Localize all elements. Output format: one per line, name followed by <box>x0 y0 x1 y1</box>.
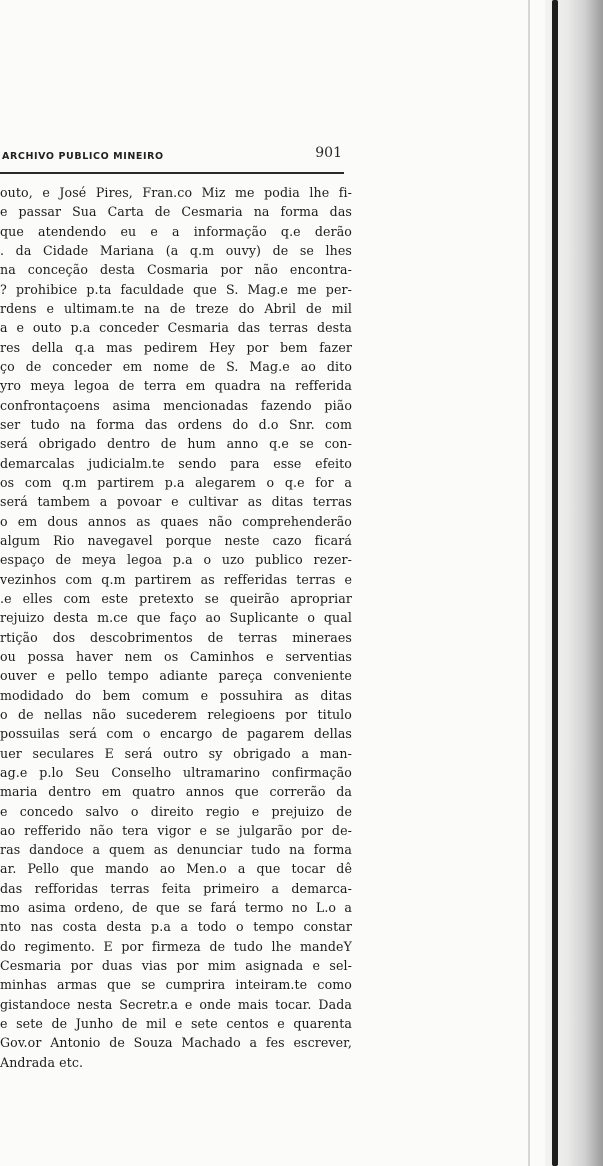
text-line: rdens e ultimam.te na de treze do Abril de mil <box>0 300 352 316</box>
text-line: vezinhos com q.m partirem as refferidas terras e <box>0 571 352 587</box>
text-line: demarcalas judicialm.te sendo para esse efeito <box>0 455 352 471</box>
text-line: possuilas será com o encargo de pagarem dellas <box>0 726 352 742</box>
text-line: o em dous annos as quaes não comprehenderão <box>0 513 352 529</box>
text-line: gistandoce nesta Secretr.a e onde mais tocar. Dada <box>0 996 352 1012</box>
text-line: ou possa haver nem os Caminhos e serventias <box>0 648 352 664</box>
text-line: maria dentro em quatro annos que correrão da <box>0 784 352 800</box>
text-line: na conceção desta Cosmaria por não encontra- <box>0 262 352 278</box>
text-line: os com q.m partirem p.a alegarem o q.e for a <box>0 474 352 490</box>
text-line: nto nas costa desta p.a a todo o tempo constar <box>0 919 352 935</box>
text-line: res della q.a mas pedirem Hey por bem fazer <box>0 339 352 355</box>
text-line: Cesmaria por duas vias por mim asignada e sel- <box>0 958 352 974</box>
text-line: a e outo p.a conceder Cesmaria das terras desta <box>0 320 352 336</box>
book-spine-edge <box>552 0 558 1166</box>
text-line: confrontaçoens asima mencionadas fazendo pião <box>0 397 352 413</box>
text-line: ras dandoce a quem as denunciar tudo na forma <box>0 842 352 858</box>
text-line: ag.e p.lo Seu Conselho ultramarino confirmação <box>0 764 352 780</box>
text-line: e sete de Junho de mil e sete centos e quarenta <box>0 1016 352 1032</box>
text-line: do regimento. E por firmeza de tudo lhe mandeY <box>0 938 352 954</box>
body-text <box>0 183 352 1072</box>
text-line: ser tudo na forma das ordens do d.o Snr. com <box>0 416 352 432</box>
text-line: será tambem a povoar e cultivar as ditas terras <box>0 494 352 510</box>
text-line: Gov.or Antonio de Souza Machado a fes escrever, <box>0 1035 352 1051</box>
running-header <box>0 142 342 166</box>
header-rule <box>0 172 344 174</box>
text-line: .e elles com este pretexto se queirão apropriar <box>0 590 352 606</box>
text-line: o de nellas não sucederem relegioens por titulo <box>0 706 352 722</box>
text-line: será obrigado dentro de hum anno q.e se con- <box>0 436 352 452</box>
text-line: ao refferido não tera vigor e se julgarão por de- <box>0 822 352 838</box>
text-line: que atendendo eu e a informação q.e derão <box>0 223 352 239</box>
running-header-title: ARCHIVO PUBLICO MINEIRO <box>2 151 164 162</box>
text-line: das refforidas terras feita primeiro a demarca- <box>0 880 352 896</box>
page-number: 901 <box>315 145 342 161</box>
text-line: . da Cidade Mariana (a q.m ouvy) de se lhes <box>0 242 352 258</box>
text-line: ar. Pello que mando ao Men.o a que tocar dê <box>0 861 352 877</box>
text-line: outo, e José Pires, Fran.co Miz me podia lhe fi- <box>0 185 352 200</box>
text-line: yro meya legoa de terra em quadra na refferida <box>0 378 352 394</box>
text-line: rtição dos descobrimentos de terras mineraes <box>0 629 352 645</box>
text-line: modidado do bem comum e possuhira as ditas <box>0 687 352 703</box>
page-fold-shadow <box>528 0 530 1166</box>
text-line: Andrada etc. <box>0 1054 84 1070</box>
text-line: e passar Sua Carta de Cesmaria na forma das <box>0 204 352 220</box>
text-line: ? prohibice p.ta faculdade que S. Mag.e me per- <box>0 281 352 297</box>
text-line: ouver e pello tempo adiante pareça conveniente <box>0 668 352 684</box>
text-line: mo asima ordeno, de que se fará termo no L.o a <box>0 900 352 916</box>
text-line: e concedo salvo o direito regio e prejuizo de <box>0 803 352 819</box>
text-line: espaço de meya legoa p.a o uzo publico rezer- <box>0 552 352 568</box>
text-line: uer seculares E será outro sy obrigado a man- <box>0 745 352 761</box>
text-line: ço de conceder em nome de S. Mag.e ao dito <box>0 358 352 374</box>
text-line: minhas armas que se cumprira inteiram.te como <box>0 977 352 993</box>
text-line: algum Rio navegavel porque neste cazo ficará <box>0 532 352 548</box>
text-line: rejuizo desta m.ce que faço ao Suplicante o qual <box>0 610 352 626</box>
